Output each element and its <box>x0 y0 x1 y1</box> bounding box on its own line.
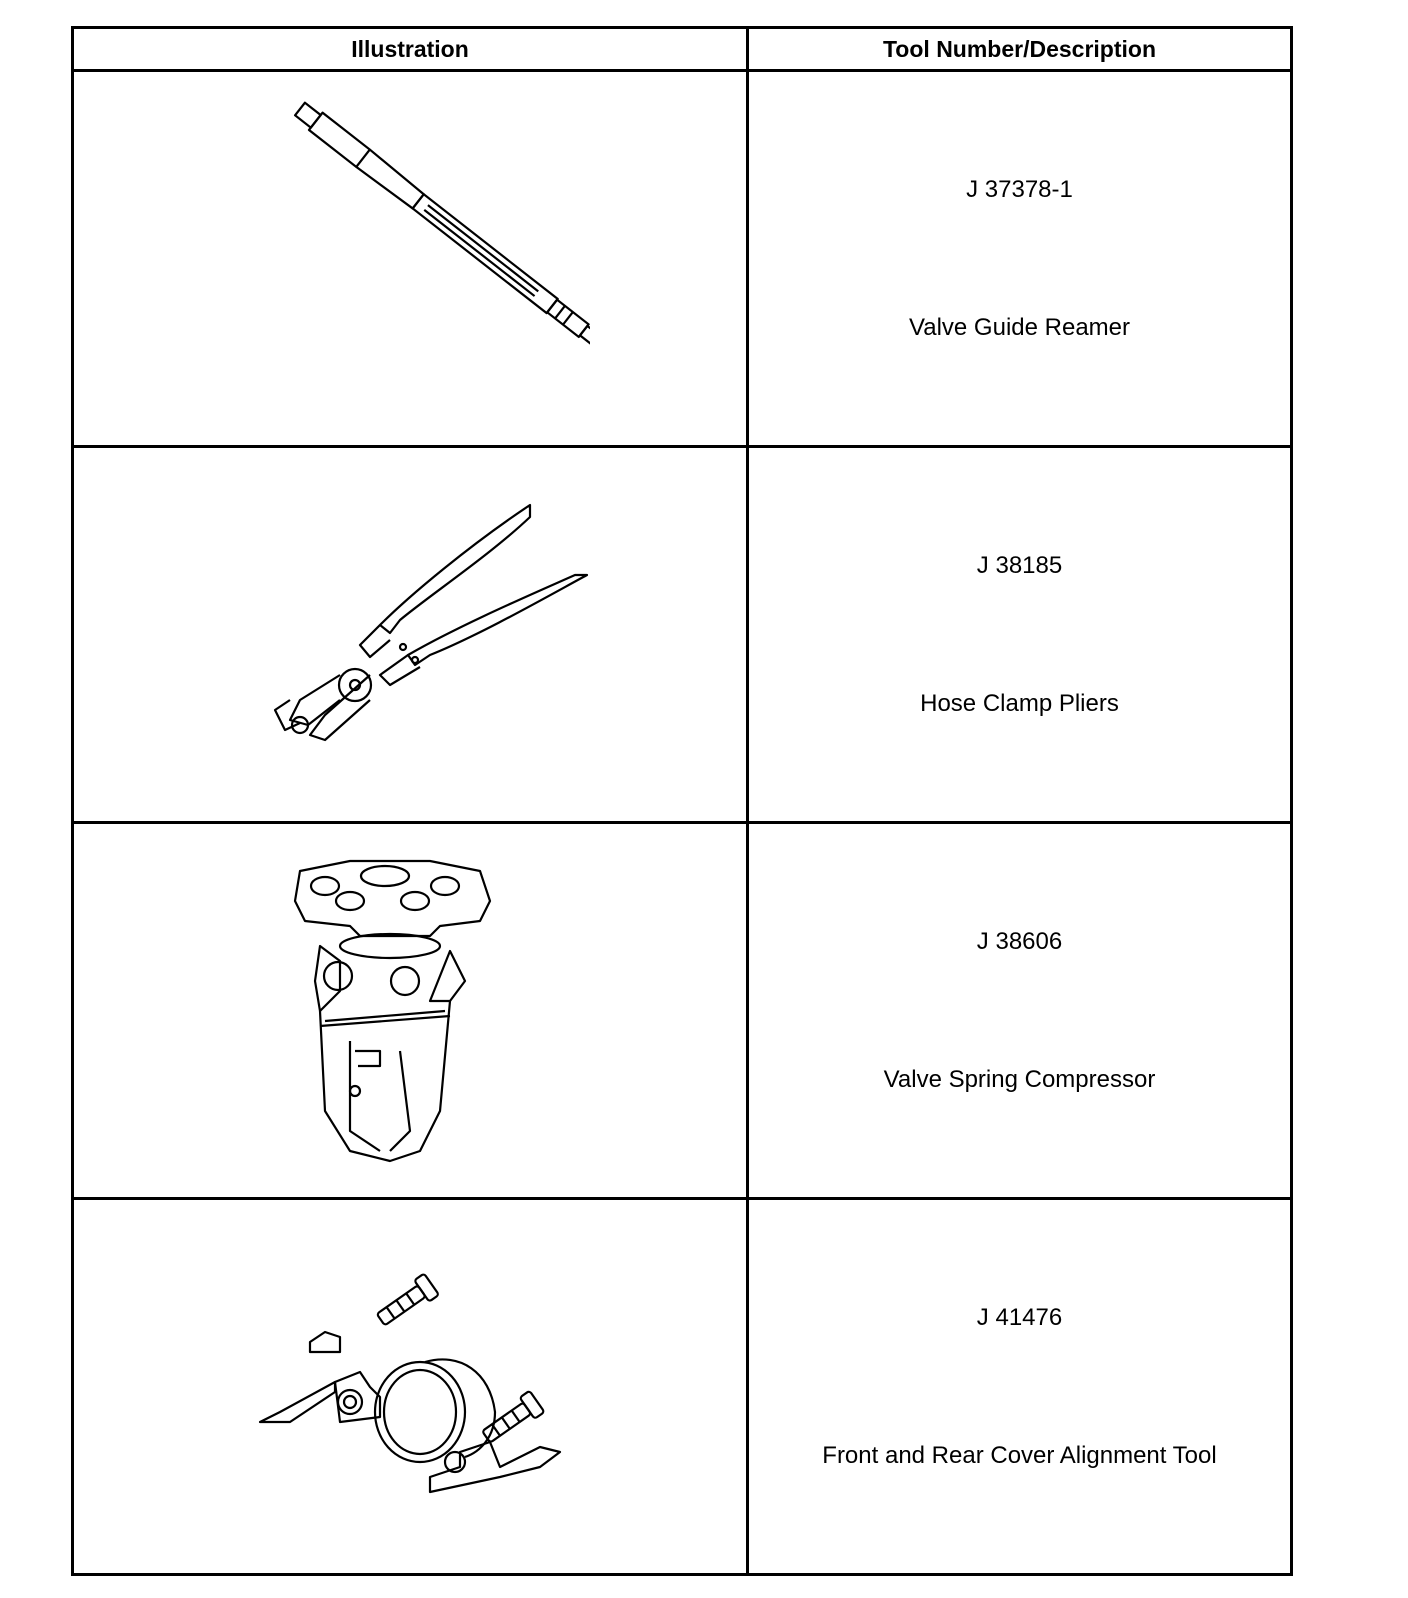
tool-number: J 37378-1 <box>966 175 1073 203</box>
table-row <box>73 823 1292 1199</box>
hose-clamp-pliers-illustration <box>230 485 590 785</box>
illustration-cell <box>73 447 748 823</box>
header-tool-number-description: Tool Number/Description <box>748 28 1292 71</box>
description-cell <box>748 447 1292 823</box>
valve-spring-compressor-illustration <box>280 851 540 1171</box>
tool-number: J 38185 <box>976 551 1063 579</box>
description-cell <box>748 823 1292 1199</box>
description-cell <box>748 1199 1292 1575</box>
description-cell <box>748 71 1292 447</box>
valve-guide-reamer-illustration <box>230 89 590 429</box>
header-row <box>73 28 1292 71</box>
illustration-cell <box>73 1199 748 1575</box>
illustration-cell <box>73 823 748 1199</box>
header-illustration: Illustration <box>73 28 748 71</box>
tool-number: J 41476 <box>976 1303 1063 1331</box>
table-row <box>73 1199 1292 1575</box>
tool-description: Front and Rear Cover Alignment Tool <box>822 1441 1217 1469</box>
tool-description: Valve Spring Compressor <box>883 1065 1156 1093</box>
illustration-cell <box>73 71 748 447</box>
table-row <box>73 71 1292 447</box>
table-row <box>73 447 1292 823</box>
tool-description: Valve Guide Reamer <box>909 313 1130 341</box>
cover-alignment-tool-illustration <box>240 1272 580 1502</box>
tool-number: J 38606 <box>976 927 1063 955</box>
tool-description: Hose Clamp Pliers <box>920 689 1119 717</box>
special-tools-table <box>71 26 1293 1576</box>
